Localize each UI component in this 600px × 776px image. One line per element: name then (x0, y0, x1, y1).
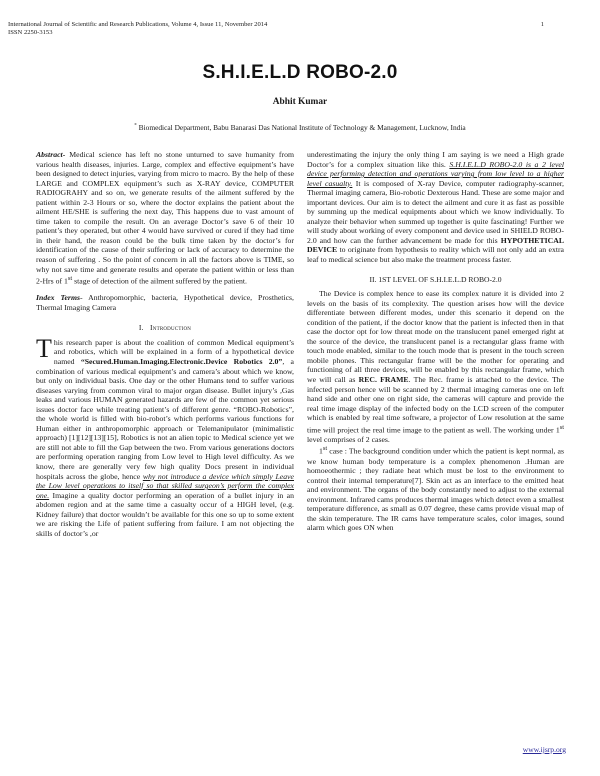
page-number: 1 (540, 21, 544, 28)
right-text-b: It is composed of X-ray Device, computer radiography-scanner, Thermal imaging camera, Bio-robotic Dexterous Hand. These are some major and important devices. Our aim is to detect the ailment and cure it as fast as possible by summing up the medical equipments about which we know individually. To analyze their behavior when summed up together is quite fascinating! Further we will study about working of every component and device used in SHIELD ROBO-2.0 and how can the further advancement be made for this (307, 178, 564, 245)
affiliation (0, 123, 600, 132)
case-number: 1 (319, 447, 323, 457)
sec2-text-c: level comprises of 2 cases. (307, 434, 390, 444)
sec2-text-b: . The Rec. frame is attached to the device. The infected person hence will be scanned by 2 thermal imaging cameras one on left hand side and other one on right side, the cameras will capture and provide the real time image display of the infected body on the LCD screen of the computer which is enabled by real time software, a projector of Low resolution at the same time will project the real time image to the patient as well. The working under 1 (307, 375, 564, 435)
intro-text-b: , a combination of various medical equipment’s and camera’s about which we know, but only on individual basis. One day or the other Humans tend to suffer various diseases varying from common viral to major organ disease. Bullet injury’s ,Gas leaks and various HUMAN generated hazards are few of the common yet serious issues doctor face while treating patient’s of different genre. “ROBO-Robotics”, the whole world is filled with bio-robot’s which performs various functions for Human either in anthropomorphic approach or Telemanipulator (minimalistic approach) [1][12][13][15], Robotics is not an alien topic to Medical science yet we are still not able to fill the Gap between the two. From various generations doctors are performing operation ranging from Low level to High level difficulty. As we know, there are generally very few high quality Docs present in individual hospitals across the globe, hence (36, 356, 294, 481)
intro-emphasis: why not introduce a device which simply Leave the Low level operations to itself so that skilled surgeon’s perform the complex one. (36, 471, 294, 500)
footer-link[interactable]: www.ijsrp.org (522, 745, 566, 754)
abstract-sup: st (67, 275, 73, 283)
first-case-paragraph (307, 444, 564, 533)
abstract (36, 150, 294, 286)
author-name: Abhit Kumar (272, 97, 328, 107)
right-emphasis: S.H.I.E.L.D ROBO-2.0 is a 2 level device performing detection and operations varying from low level to a higher level casualty. (307, 159, 565, 188)
intro-number: I. (138, 323, 144, 333)
right-column (307, 150, 564, 533)
abstract-text: Medical science has left no stone unturned to save humanity from various health diseases, injuries. Large, complex and effective equipment’s have been designed to detect injuries, varying from micro to macro. By the help of these LARGE and COMPLEX equipment’s such as X-RAY device, COMPUTER RADIOGRAHY and so on, we generate results of the ailment suffered by the patient within 2-3 Hours or so, where the doctor explains the patient about the ailment HE/SHE is suffering the next day, This happens due to vast amount of time taken to compile the result. On an average Doctor’s save 6 of their 10 patient’s they operated, but other 4 would have survived or cured if they had time in their hand, the reason could be the bulk time taken by the doctor’s for identification of the cause of their suffering or lack of accuracy to determine the reason of suffering . So the point of concern in all the factors above is TIME, so why not save time and generate results and operate the patient within or less than 2-Hrs of 1 (36, 150, 294, 286)
index-terms-text: - Anthropomorphic, bacteria, Hypothetical device, Prosthetics, Thermal Imaging Camera (36, 293, 294, 312)
case-text: case : The background condition under which the patient is kept normal, as we know human body temperature is a complex phenomenon .Human are homoeothermic ; they radiate heat which must be lost to the environment to control their internal temperature[7]. Skin act as an interface to the emitted heat and environment. The organs of the body constantly need to adjust to the external environment. Infrared cams produces thermal images which detect even a smallest temperature difference, as small as 0.07 degree, these cams provide visual map of the skin temperature. The IR cams have temperature scales, color images, sound alarm which goes ON when (307, 447, 564, 533)
intro-title: Introduction (150, 323, 192, 333)
section-2-paragraph (307, 289, 564, 444)
abstract-lead: Abstract- (36, 150, 66, 159)
intro-paragraph (36, 333, 294, 538)
paper-title: S.H.I.E.L.D ROBO-2.0 (202, 62, 398, 83)
hypothetical-device-bold: HYPOTHETICAL DEVICE (307, 235, 564, 255)
rec-frame-bold: REC. FRAME (358, 375, 409, 385)
index-terms-lead: Index Terms (36, 293, 80, 303)
sec2-text-a: The Device is complex hence to ease its complex nature it is divided into 2 levels on the basis of its complexity. The question arises how will the device differentiate between different modes, under this scenario it depend on the condition of the patient, if the doctor know that the patient is infected then in that case the doctor opt for low threat mode on the translucent panel emerged right at the source of the device, the translucent panel is a rectangular glass frame with touch mode enabled, similar to the touch mode that is present in the touch screen mobile phones. This rectangular frame will be the mother for operating and functioning of all three devices, will be enabled by this rectangular frame, which we will call as (307, 289, 564, 385)
sec2-sup: st (559, 423, 564, 431)
section-2-heading: II. 1ST LEVEL OF S.H.I.E.L.D ROBO-2.0 (369, 274, 502, 284)
section-intro-heading (36, 323, 294, 333)
intro-text-c: Imagine a quality doctor performing an operation of a bullet injury in an abdomen region and at the same time a casualty occur of a HIGH level, (e.g. Kidney failure) that doctor wouldn’t be available for this one so up to some extent we are risking the Life of patient suffering from failure. I am not objecting the skills of doctor’s ,or (36, 490, 294, 538)
running-header (8, 21, 568, 37)
right-text-a: underestimating the injury the only thing I am saying is we need a High grade Doctor’s for a complex situation like this. (307, 150, 564, 169)
device-name: “Secured.Human.Imaging.Electronic.Device Robotics 2.0” (80, 356, 283, 366)
affiliation-text: Biomedical Department, Babu Banarasi Das National Institute of Technology & Management, Lucknow, India (138, 123, 466, 132)
journal-line: International Journal of Scientific and Research Publications, Volume 4, Issue 11, November 2014 (8, 21, 268, 28)
abstract-tail: stage of detection of the ailment suffered by the patient. (72, 276, 247, 286)
case-sup: st (322, 445, 328, 453)
issn: ISSN 2250-3153 (8, 29, 53, 37)
index-terms (36, 293, 294, 312)
affiliation-mark: * (134, 123, 137, 129)
intro-text-a: This research paper is about the coalition of common Medical equipment’s and robotics, which will be explained in a form of a hypothetical device named (36, 333, 294, 366)
left-column (36, 150, 294, 538)
right-paragraph-1 (307, 150, 564, 265)
right-text-c: to originate from hypothesis to reality which will not only add an extra leaf to medical science but also make the treatment process faster. (307, 245, 564, 265)
